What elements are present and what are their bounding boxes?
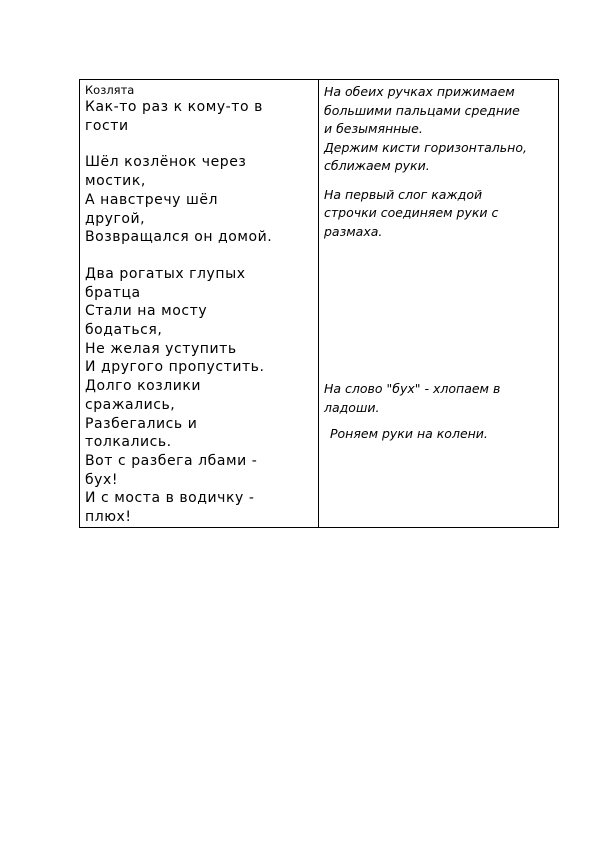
instruction-line: и безымянные.: [324, 121, 423, 136]
verse-line: И с моста в водичку -: [85, 490, 255, 507]
verse-line: Возвращался он домой.: [85, 229, 273, 246]
instruction-line: На обеих ручках прижимаем: [324, 84, 515, 99]
instruction-line: размаха.: [324, 223, 383, 239]
verse-line: Как-то раз к кому-то в: [85, 99, 263, 115]
verse-line: Разбегались и: [85, 415, 198, 432]
instruction-line: большими пальцами средние: [324, 102, 520, 118]
instruction-block: [324, 186, 554, 242]
rhyme-table: [79, 79, 559, 528]
verse-line: Вот с разбега лбами -: [85, 452, 258, 469]
instruction-block: [324, 83, 554, 176]
verse-line: А навстречу шёл: [85, 191, 218, 208]
instruction-line: строчки соединяем руки с: [324, 205, 499, 220]
verse-line: мостик,: [85, 173, 146, 190]
verse-line: бодаться,: [85, 322, 163, 339]
instruction-line: На слово "бух" - хлопаем в: [324, 381, 501, 396]
instruction-line: ладоши.: [324, 399, 380, 415]
instruction-line: Держим кисти горизонтально,: [324, 139, 527, 155]
instruction-column: [319, 80, 558, 527]
stanza-gap: [85, 247, 314, 265]
instruction-line: На первый слог каждой: [324, 186, 483, 202]
verse-line: Не желая уступить: [85, 340, 237, 357]
verse-line: Стали на мосту: [85, 303, 208, 320]
verse-line: другой,: [85, 210, 146, 227]
instruction-block: [324, 425, 554, 444]
verse-line: И другого пропустить.: [85, 359, 265, 376]
verse-column: [80, 80, 319, 527]
verse-line: сражались,: [85, 396, 176, 413]
instruction-line: сближаем руки.: [324, 158, 430, 173]
verse-line: гости: [85, 117, 129, 134]
instruction-line: Роняем руки на колени.: [330, 426, 488, 441]
verse-line: Долго козлики: [85, 378, 202, 395]
stanza-gap: [85, 135, 314, 153]
verse-line: бух!: [85, 471, 119, 488]
verse-line: плюх!: [85, 509, 132, 526]
verse-line: Шёл козлёнок через: [85, 154, 247, 171]
verse-line: Два рогатых глупых: [85, 265, 246, 282]
verse-line: толкались.: [85, 434, 172, 451]
verse-line: братца: [85, 284, 141, 301]
poem-title: Козлята: [85, 83, 135, 97]
instruction-block: [324, 380, 554, 417]
